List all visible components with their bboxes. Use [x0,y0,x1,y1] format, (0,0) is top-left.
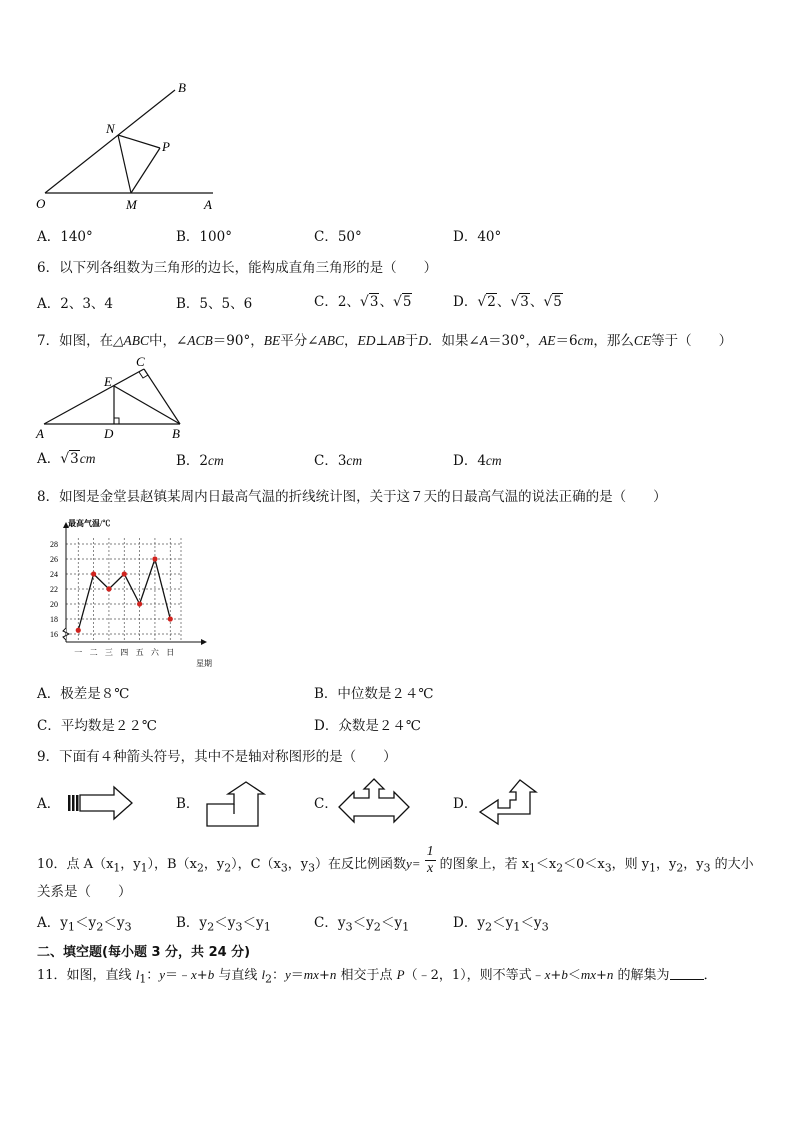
chart-data-point [91,571,96,576]
chart-ytick-label: 16 [50,630,58,639]
q8-option-c: C．平均数是２２℃ [37,718,157,734]
chart-xtick-label: 二 [89,648,98,657]
q6-option-d: D．√2、√3、√5 [453,294,562,310]
q10-option-c: C．$y_3<y_2<y_1$ [314,915,410,934]
chart-xtick-label: 四 [120,648,129,657]
chart-ytick-label: 24 [50,570,58,579]
q10-option-a: A．$y_1<y_2<y_3$ [37,915,132,934]
q5-label-M: M [126,197,137,212]
q10-stem-line2: 关系是（ ） [37,884,132,900]
q7-option-b: B．2cm [176,453,224,469]
q9-option-b-label: B． [176,796,200,812]
q5-option-a: A．140° [37,229,93,245]
chart-title: 最高气温/℃ [68,519,111,528]
q6-option-b: B．5、5、6 [176,296,253,312]
q5-option-c: C．50° [314,229,362,245]
q8-option-b: B．中位数是２４℃ [314,686,434,702]
q7-label-D: D [104,426,114,441]
chart-ytick-label: 18 [50,615,58,624]
q9-arrow-c-icon [336,776,412,828]
q7-option-a: A．√3cm [37,451,96,467]
q5-option-b: B．100° [176,229,232,245]
q6-option-c: C．2、√3、√5 [314,294,412,310]
q6-stem: 6．以下列各组数为三角形的边长，能构成直角三角形的是（ ） [37,260,438,276]
q10-option-d: D．$y_2<y_1<y_3$ [453,915,549,934]
q5-label-A: A [204,197,212,212]
q5-option-d: D．40° [453,229,502,245]
chart-data-point [152,556,157,561]
q10-stem: 10．点 $A(x_1$，$y_1$），$B(x_2$，$y_2$），$C(x_3$，$y_3$）在反比例函数y= $\frac{1}{x}$ 的图象上，若 $x_1<x_2<0<x_3$，则 $y_1$，$y_2$，$y_3$ 的大小 [37,844,754,876]
q8-line-chart [36,514,226,674]
q5-figure [30,78,230,218]
q9-arrow-d-icon [476,778,540,832]
q9-option-d-label: D． [453,796,478,812]
q9-arrow-a-icon [64,783,136,823]
q7-option-d: D．4cm [453,453,502,469]
chart-data-point [122,571,127,576]
q11-stem: 11．如图，直线 $l_1$：y＝﹣x+b 与直线 $l_2$：y＝mx+n 相交于点 P（﹣2，1），则不等式﹣x+b＜mx+n 的解集为 ． [37,967,717,986]
chart-xtick-label: 五 [135,648,144,657]
q7-option-c: C．3cm [314,453,363,469]
chart-data-point [76,628,81,633]
q7-label-E: E [104,374,112,389]
chart-data-point [106,586,111,591]
chart-xtick-label: 六 [150,648,159,657]
q8-option-a: A．极差是８℃ [37,686,130,702]
chart-xtick-label: 一 [74,648,83,657]
q9-stem: 9．下面有４种箭头符号，其中不是轴对称图形的是（ ） [37,749,397,765]
q9-option-c-label: C． [314,796,338,812]
q7-stem: 7．如图，在△ABC中，∠ACB＝90°，BE平分∠ABC，ED⊥AB于D．如果∠A＝30°，AE＝6cm，那么CE等于（ ） [37,333,733,349]
chart-data-point [168,616,173,621]
q7-label-B: B [172,426,180,441]
q9-option-a-label: A． [37,796,61,812]
q7-label-A: A [36,426,44,441]
chart-data-point [137,601,142,606]
chart-x-axis-arrow [201,639,207,645]
chart-xtick-label: 日 [166,648,175,657]
q8-stem: 8．如图是金堂县赵镇某周内日最高气温的折线统计图，关于这７天的日最高气温的说法正确的是（ ） [37,489,667,505]
q7-figure [30,352,195,444]
q11-answer-blank[interactable] [670,967,704,980]
q8-option-d: D．众数是２４℃ [314,718,421,734]
chart-axis-break [63,628,69,640]
q5-label-B: B [178,80,186,95]
chart-ytick-label: 22 [50,585,58,594]
q10-option-b: B．$y_2<y_3<y_1$ [176,915,271,934]
chart-ytick-label: 20 [50,600,58,609]
q6-option-a: A．2、3、4 [37,296,114,312]
chart-ytick-label: 28 [50,540,58,549]
q5-label-O: O [36,196,46,211]
section-title: 二、填空题(每小题 3 分，共 24 分) [37,945,251,960]
chart-xtick-label: 三 [104,648,113,657]
q7-label-C: C [136,354,145,369]
chart-ytick-label: 26 [50,555,58,564]
q9-arrow-b-icon [204,780,268,830]
chart-xlabel: 星期 [196,659,212,668]
q5-label-N: N [106,121,115,136]
q5-label-P: P [162,139,170,154]
